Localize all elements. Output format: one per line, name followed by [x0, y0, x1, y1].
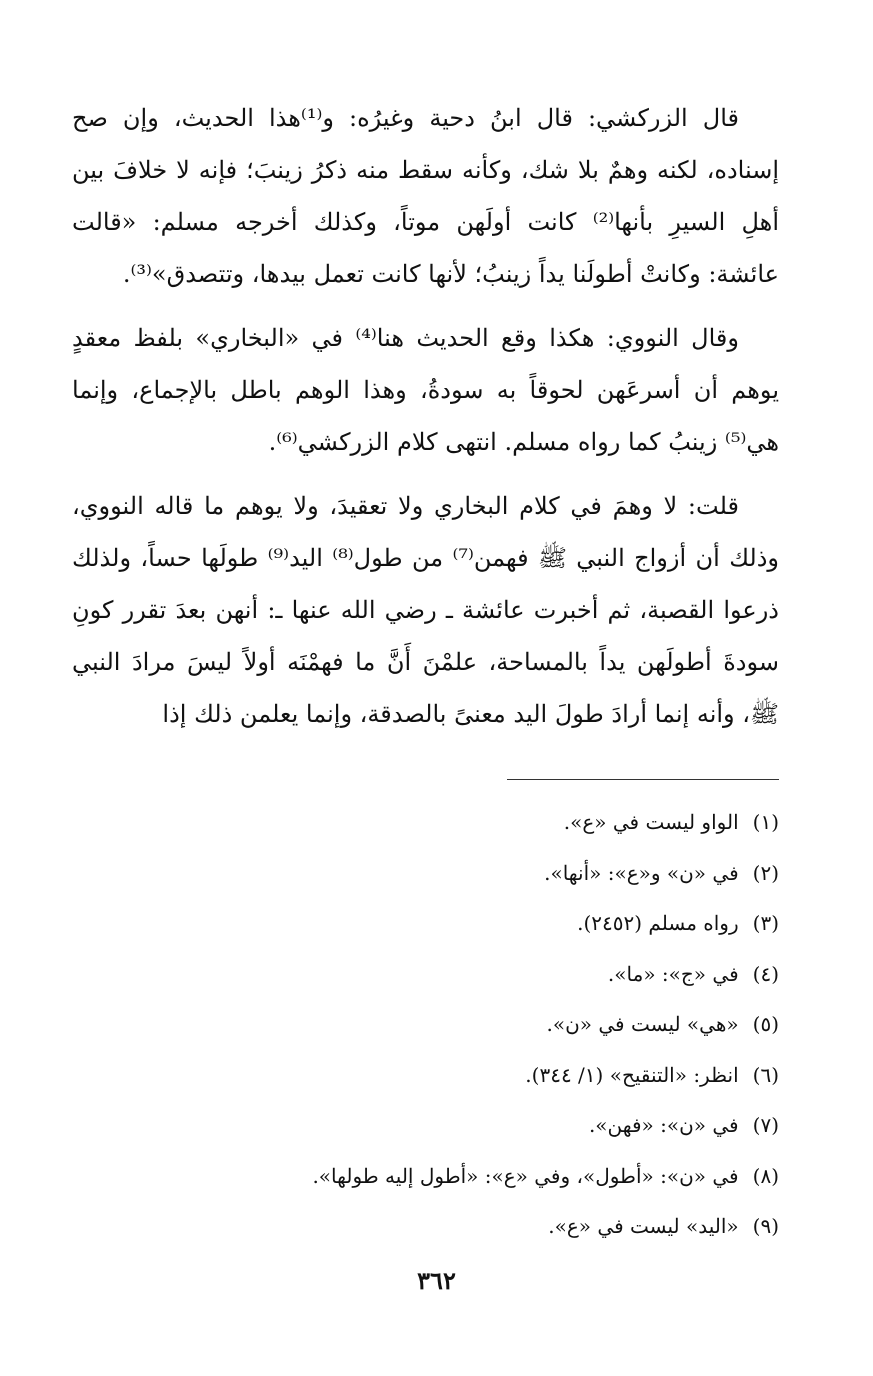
footnote-text: رواه مسلم (٢٤٥٢).	[577, 911, 739, 935]
footnote-divider	[507, 779, 779, 780]
footnote-text: في «ن»: «فهن».	[588, 1113, 739, 1137]
footnote-number: (١)	[752, 810, 779, 834]
paragraph-nawawi: وقال النووي: هكذا وقع الحديث هنا⁽⁴⁾ في «البخاري» بلفظ معقدٍ يوهم أن أسرعَهن لحوقاً به سودةُ، وهذا الوهم باطل بالإجماع، وإنما هي⁽⁵⁾ زينبُ كما رواه مسلم. انتهى كلام الزركشي⁽⁶⁾.	[72, 324, 779, 456]
footnote-number: (٧)	[752, 1113, 779, 1137]
main-text	[72, 92, 779, 752]
footnote-number: (٥)	[752, 1012, 779, 1036]
footnote-number: (٤)	[752, 961, 779, 986]
footnote-number: (٢)	[752, 860, 779, 885]
footnote-4	[72, 949, 779, 1000]
paragraph-author-reply: قلت: لا وهمَ في كلام البخاري ولا تعقيدَ، ولا يوهم ما قاله النووي، وذلك أن أزواج النبي ﷺ فهمن⁽⁷⁾ من طول⁽⁸⁾ اليد⁽⁹⁾ طولَها حساً، ولذلك ذرعوا القصبة، ثم أخبرت عائشة ـ رضي الله عنها ـ: أنهن بعدَ تقرر كونِ سودةَ أطولَهن يداً بالمساحة، علمْنَ أَنَّ ما فهمْنَه أولاً ليسَ مرادَ النبي ﷺ، وأنه إنما أرادَ طولَ اليد معنىً بالصدقة، وإنما يعلمن ذلك إذا	[72, 492, 780, 728]
footnote-1	[72, 797, 779, 848]
footnote-number: (٨)	[752, 1163, 779, 1188]
footnote-8	[72, 1151, 779, 1202]
footnote-3	[72, 898, 779, 949]
footnote-number: (٣)	[752, 911, 779, 935]
footnote-5	[72, 999, 779, 1050]
footnote-9	[72, 1201, 779, 1252]
footnote-text: «اليد» ليست في «ع».	[548, 1214, 739, 1238]
footnote-text: في «ن»: «أطول»، وفي «ع»: «أطول إليه طولها».	[312, 1163, 739, 1188]
footnote-6	[72, 1050, 779, 1101]
footnote-text: انظر: «التنقيح» (١/ ٣٤٤).	[525, 1062, 739, 1087]
footnote-7	[72, 1100, 779, 1151]
footnote-number: (٩)	[752, 1214, 779, 1238]
footnotes-list	[72, 797, 779, 1252]
footnote-text: في «ن» و«ع»: «أنها».	[544, 860, 739, 885]
footnote-2	[72, 848, 779, 899]
footnote-number: (٦)	[752, 1062, 779, 1087]
page-number: ٣٦٢	[417, 1266, 456, 1295]
paragraph-zarkashi: قال الزركشي: قال ابنُ دحية وغيرُه: و⁽¹⁾هذا الحديث، وإن صح إسناده، لكنه وهمٌ بلا شك، وكأنه سقط منه ذكرُ زينبَ؛ فإنه لا خلافَ بين أهلِ السيرِ بأنها⁽²⁾ كانت أولَهن موتاً، وكذلك أخرجه مسلم: «قالت عائشة: وكانتْ أطولَنا يداً زينبُ؛ لأنها كانت تعمل بيدها، وتتصدق»⁽³⁾.	[72, 104, 780, 288]
footnote-text: في «ج»: «ما».	[607, 961, 739, 986]
footnote-text: «هي» ليست في «ن».	[546, 1012, 739, 1036]
footnote-text: الواو ليست في «ع».	[563, 810, 739, 834]
